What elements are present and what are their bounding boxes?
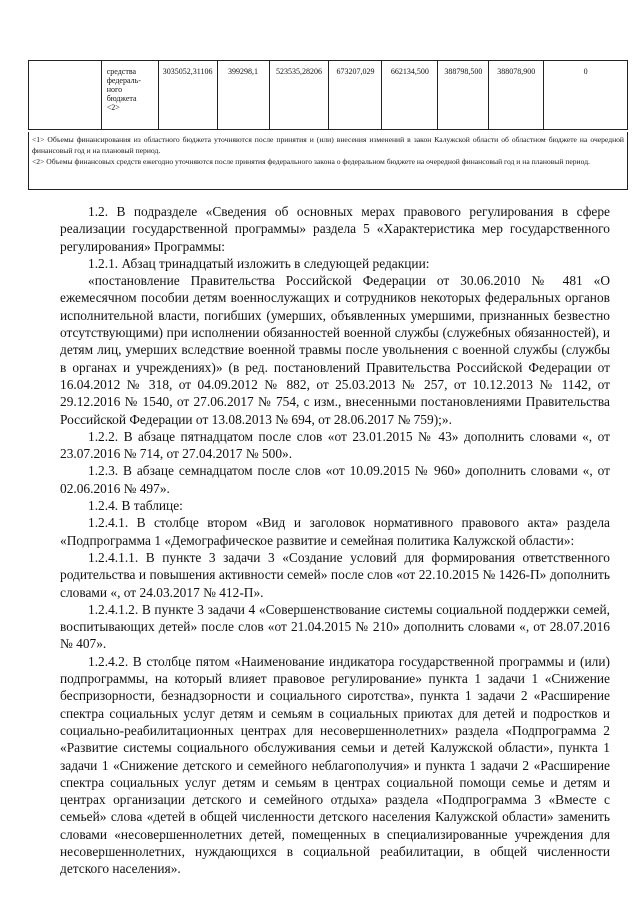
value-cell: 662134,500 bbox=[382, 61, 438, 130]
paragraph: 1.2.4.2. В столбце пятом «Наименование индикатора государственной программы и (или) подпрограммы, на который влияет правовое регулирование» пункта 1 задачи 1 «Снижение беспризорности, безнадзорности и социального сиротства», пункта 1 задачи 2 «Расширение спектра социальных услуг детям и семьям в социальных приютах для детей и подростков и социально-реабилитационных центрах для несовершеннолетних» раздела «Подпрограмма 2 «Развитие системы социального обслуживания семьи и детей Калужской области», пункта 1 задачи 1 «Снижение детского и семейного неблагополучия» и пункта 1 задачи 2 «Расширение спектра социальных услуг детям и семьям в центрах социальной помощи семье и детям и центрах организации детского и семейного отдыха» раздела «Подпрограмма 3 «Вместе с семьей» слова «детей в общей численности детского населения Калужской области» заменить словами «несовершеннолетних детей, помещенных в специализированные учреждения для несовершеннолетних, нуждающихся в социальной реабилитации, в общей численности детского населения». bbox=[60, 653, 610, 877]
footnote: <1> Объемы финансирования из областного бюджета уточняются после принятия и (или) внесения изменений в закон Калужской области об областном бюджете на очередной финансовый год и на плановый период. bbox=[32, 135, 624, 155]
table-cell-empty bbox=[29, 61, 102, 130]
funding-source-cell bbox=[101, 61, 158, 130]
value-cell: 523535,28206 bbox=[269, 61, 329, 130]
label-line: <2> bbox=[106, 103, 120, 112]
table-row bbox=[29, 61, 628, 130]
paragraph: 1.2.3. В абзаце семнадцатом после слов «от 10.09.2015 № 960» дополнить словами «, от 02.06.2016 № 497». bbox=[60, 463, 610, 496]
paragraph: 1.2.4.1.2. В пункте 3 задачи 4 «Совершенствование системы социальной поддержки семей, воспитывающих детей» после слов «от 21.04.2015 № 210» дополнить словами «, от 28.07.2016 № 407». bbox=[60, 601, 610, 652]
paragraph: «постановление Правительства Российской Федерации от 30.06.2010 № 481 «О ежемесячном пособии детям военнослужащих и сотрудников некоторых федеральных органов исполнительной власти, погибших (умерших, объявленных умершими, признанных безвестно отсутствующими) при исполнении обязанностей военной службы (служебных обязанностей), и детям лиц, умерших вследствие военной травмы после увольнения с военной службы (службы в органах и учреждениях)» (в ред. постановлений Правительства Российской Федерации от 16.04.2012 № 318, от 04.09.2012 № 882, от 25.03.2013 № 257, от 10.12.2013 № 1142, от 29.12.2016 № 1540, от 27.06.2017 № 754, с изм., внесенными постановлениями Правительства Российской Федерации от 13.08.2013 № 694, от 28.06.2017 № 759);». bbox=[60, 273, 610, 427]
label-line: бюджета bbox=[106, 94, 137, 103]
value-cell: 3035052,31106 bbox=[158, 61, 217, 130]
label-line: ного bbox=[106, 85, 123, 94]
paragraph: 1.2.1. Абзац тринадцатый изложить в следующей редакции: bbox=[88, 255, 430, 271]
paragraph: 1.2.2. В абзаце пятнадцатом после слов «от 23.01.2015 № 43» дополнить словами «, от 23.07.2016 № 714, от 27.04.2017 № 500». bbox=[60, 428, 610, 462]
table-footnotes bbox=[28, 132, 628, 190]
value-cell: 388798,500 bbox=[438, 61, 489, 130]
value-cell: 399298,1 bbox=[217, 61, 269, 130]
paragraph: 1.2.4. В таблице: bbox=[88, 498, 183, 514]
value-cell: 673207,029 bbox=[329, 61, 382, 130]
paragraph: 1.2. В подразделе «Сведения об основных мерах правового регулирования в сфере реализации государственной программы» раздела 5 «Характеристика мер государственного регулирования» Программы: bbox=[60, 204, 610, 254]
document-body bbox=[60, 203, 610, 878]
paragraph: 1.2.4.1. В столбце втором «Вид и заголовок нормативного правового акта» раздела «Подпрограмма 1 «Демографическое развитие и семейная политика Калужской области»: bbox=[60, 515, 610, 548]
value-cell: 0 bbox=[544, 61, 628, 130]
paragraph: 1.2.4.1.1. В пункте 3 задачи 3 «Создание условий для формирования ответственного родительства и повышения активности семей» после слов «от 22.10.2015 № 1426-П» дополнить словами «, от 24.03.2017 № 412-П». bbox=[60, 549, 610, 600]
label-line: федераль- bbox=[106, 76, 141, 85]
footnote: <2> Объемы финансовых средств ежегодно уточняются после принятия федерального закона о федеральном бюджете на очередной финансовый год и на плановый период. bbox=[32, 157, 590, 166]
label-line: средства bbox=[106, 67, 137, 76]
value-cell: 388078,900 bbox=[489, 61, 544, 130]
finance-table bbox=[28, 60, 628, 130]
